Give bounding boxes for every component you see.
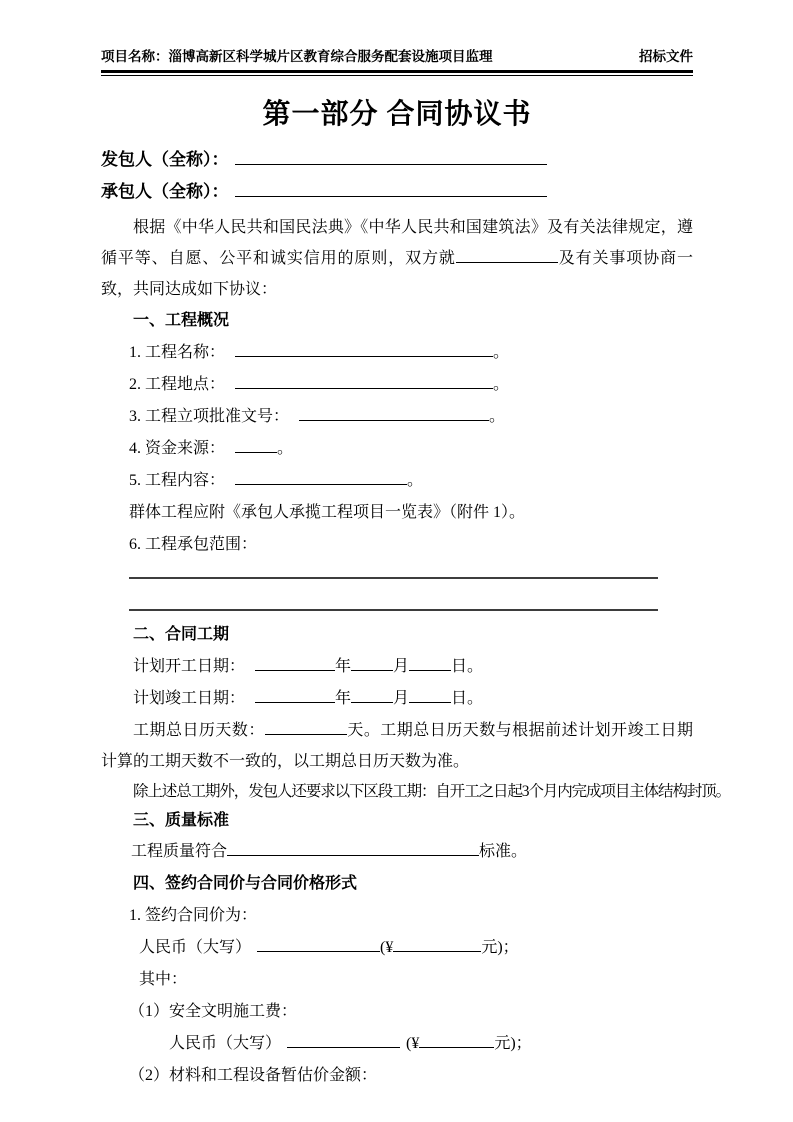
rmb-amount-line <box>101 932 693 964</box>
item-approval-number-label: 3. 工程立项批准文号： <box>129 408 290 425</box>
item-project-name-blank <box>235 341 493 357</box>
provisional-price-label-line: （2）材料和工程设备暂估价金额： <box>129 1067 378 1084</box>
item-project-content-blank <box>235 469 407 485</box>
rmb-figures-blank <box>393 936 481 952</box>
item-project-name <box>101 337 693 369</box>
section-heading-contract-duration: 二、合同工期 <box>133 626 230 643</box>
safety-rmb-figures-blank <box>419 1032 494 1048</box>
yuan-close: 元)； <box>481 939 519 956</box>
day-label: 日。 <box>451 690 484 707</box>
rmb-words-blank <box>257 936 380 952</box>
item-project-name-label: 1. 工程名称： <box>129 344 226 361</box>
yuan-open: (¥ <box>380 939 394 956</box>
start-month-blank <box>351 655 393 671</box>
extra-duration-requirement: 除上述总工期外，发包人还要求以下区段工期：自开工之日起3个月内完成项目主体结构封顶。 <box>133 783 731 800</box>
duration-days-blank <box>265 719 347 735</box>
scope-fill-line-2 <box>129 607 658 611</box>
page-header <box>101 48 693 76</box>
item-fund-source-blank <box>235 437 277 453</box>
item-period: 。 <box>489 408 506 425</box>
header-rule-thin <box>101 75 693 76</box>
day-label: 日。 <box>451 658 484 675</box>
group-project-note: 群体工程应附《承包人承揽工程项目一览表》（附件 1）。 <box>129 504 526 521</box>
item-contract-scope: 6. 工程承包范围： <box>129 536 258 553</box>
contractor-label: 承包人（全称）： <box>101 182 229 201</box>
finish-day-blank <box>409 687 451 703</box>
preamble-tail: 及有关事项协商一致，共同达成如下协议： <box>101 250 693 298</box>
employer-line <box>101 144 693 176</box>
rmb-label: 人民币（大写） <box>139 939 252 956</box>
safety-fee-label-line: （1）安全文明施工费： <box>129 1003 298 1020</box>
finish-year-blank <box>255 687 335 703</box>
item-period: 。 <box>493 344 510 361</box>
duration-tail: 天。工期总日历天数与根据前述计划开竣工日期计算的工期天数不一致的，以工期总日历天数为准。 <box>101 722 693 770</box>
start-day-blank <box>409 655 451 671</box>
safety-fee-rmb-line <box>101 1028 693 1060</box>
fill-rule-gap <box>101 579 693 607</box>
planned-start-date-line <box>101 651 693 683</box>
item-period: 。 <box>493 376 510 393</box>
item-approval-number-blank <box>299 405 489 421</box>
finish-month-blank <box>351 687 393 703</box>
month-label: 月 <box>393 690 410 707</box>
item-fund-source <box>101 433 693 465</box>
signed-price-label-line: 1. 签约合同价为： <box>129 907 258 924</box>
yuan-open: (¥ <box>406 1035 420 1052</box>
planned-start-label: 计划开工日期： <box>133 658 246 675</box>
fill-rule-spacer <box>101 561 693 575</box>
header-project-name: 淄博高新区科学城片区教育综合服务配套设施项目监理 <box>168 49 493 64</box>
planned-finish-date-line <box>101 683 693 715</box>
rmb-label: 人民币（大写） <box>169 1035 282 1052</box>
duration-label: 工期总日历天数： <box>133 722 265 739</box>
preamble-lead: 根据《中华人民共和国民法典》《中华人民共和国建筑法》及有关法律规定，遵循平等、自愿、公平和诚实信用的原则，双方就 <box>101 219 693 267</box>
item-project-location-blank <box>235 373 493 389</box>
item-project-location <box>101 369 693 401</box>
quality-tail: 标准。 <box>479 843 528 860</box>
safety-rmb-words-blank <box>287 1032 400 1048</box>
section-heading-project-overview: 一、工程概况 <box>133 312 230 329</box>
item-approval-number <box>101 401 693 433</box>
header-project <box>101 48 493 66</box>
item-project-location-label: 2. 工程地点： <box>129 376 226 393</box>
preamble-paragraph <box>101 212 693 305</box>
employer-name-blank <box>235 149 547 165</box>
item-period: 。 <box>277 440 294 457</box>
item-project-content-label: 5. 工程内容： <box>129 472 226 489</box>
header-rule-thick <box>101 70 693 73</box>
yuan-close: 元)； <box>494 1035 532 1052</box>
planned-finish-label: 计划竣工日期： <box>133 690 246 707</box>
duration-paragraph <box>101 715 693 777</box>
header-doc-tag: 招标文件 <box>639 49 693 64</box>
preamble-blank <box>456 247 558 263</box>
employer-label: 发包人（全称）： <box>101 150 229 169</box>
year-label: 年 <box>335 658 352 675</box>
page-title: 第一部分 合同协议书 <box>262 99 532 130</box>
among-line: 其中： <box>139 971 188 988</box>
month-label: 月 <box>393 658 410 675</box>
quality-lead: 工程质量符合 <box>131 843 228 860</box>
section-heading-quality-standard: 三、质量标准 <box>133 812 230 829</box>
contractor-line <box>101 176 693 208</box>
header-project-label: 项目名称： <box>101 49 169 64</box>
item-fund-source-label: 4. 资金来源： <box>129 440 226 457</box>
quality-standard-blank <box>227 840 479 856</box>
contractor-name-blank <box>235 181 547 197</box>
header-row <box>101 48 693 66</box>
item-project-content <box>101 465 693 497</box>
start-year-blank <box>255 655 335 671</box>
item-period: 。 <box>407 472 424 489</box>
quality-standard-line <box>101 836 693 868</box>
section-heading-contract-price: 四、签约合同价与合同价格形式 <box>133 875 358 892</box>
year-label: 年 <box>335 690 352 707</box>
